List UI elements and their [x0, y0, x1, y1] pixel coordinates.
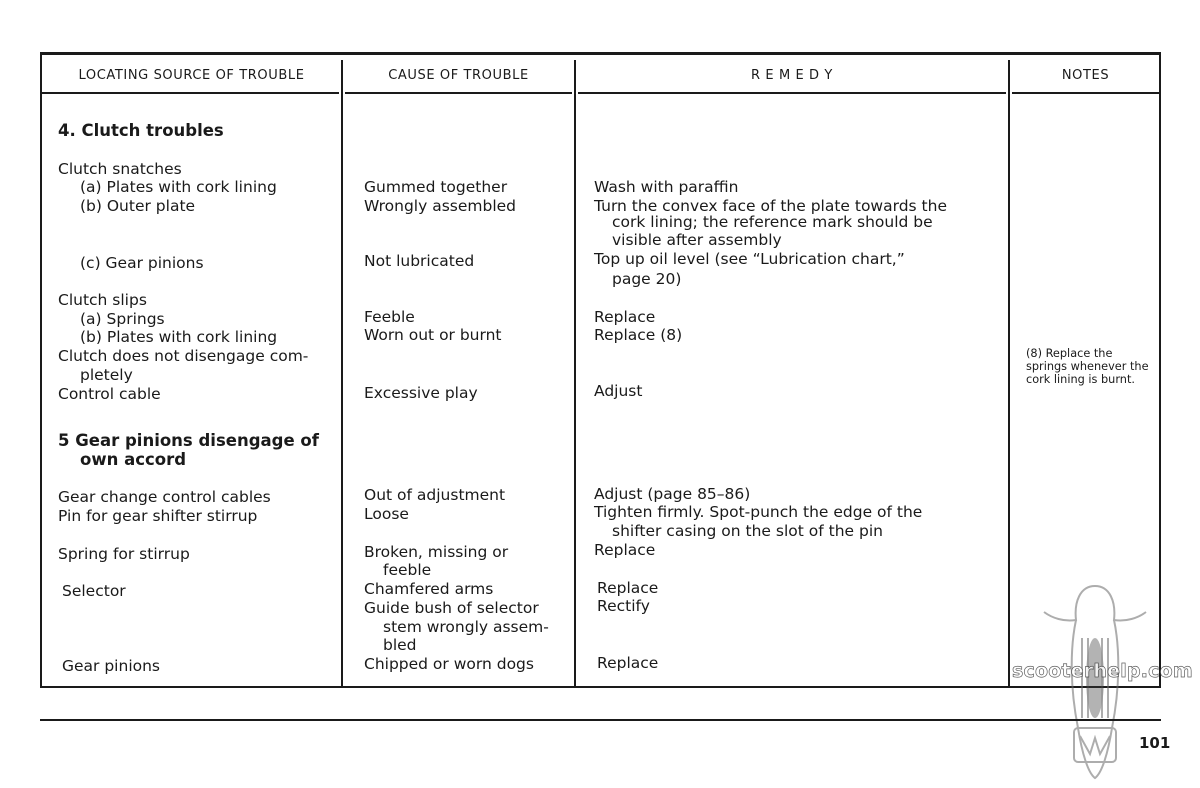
watermark-text: scooterhelp.com	[1012, 660, 1193, 682]
row-label: pletely	[80, 366, 133, 384]
row-cause: Excessive play	[364, 384, 478, 402]
column-divider	[574, 60, 576, 686]
row-remedy: Rectify	[597, 597, 650, 615]
row-remedy: Adjust	[594, 382, 643, 400]
row-cause: Broken, missing or	[364, 543, 509, 561]
row-label: Gear pinions	[62, 657, 161, 675]
row-label: (a) Springs	[80, 310, 165, 328]
row-remedy: page 20)	[612, 270, 682, 288]
header-locating: LOCATING SOURCE OF TROUBLE	[78, 68, 305, 83]
row-cause: Gummed together	[364, 178, 508, 196]
row-remedy: visible after assembly	[612, 231, 782, 249]
page-number: 101	[1139, 734, 1171, 752]
header-notes: NOTES	[1061, 68, 1110, 83]
row-remedy: Replace	[597, 579, 659, 597]
header-rule	[345, 92, 572, 94]
header-remedy: R E M E D Y	[751, 68, 833, 83]
section-4-title: 4. Clutch troubles	[58, 121, 224, 140]
row-remedy: Replace (8)	[594, 326, 683, 344]
row-label: (b) Plates with cork lining	[80, 328, 278, 346]
row-cause: Feeble	[364, 308, 415, 326]
row-label: Clutch snatches	[58, 160, 182, 178]
row-cause: stem wrongly assem-	[383, 618, 549, 636]
row-remedy: Turn the convex face of the plate towards the	[594, 197, 947, 215]
header-cause: CAUSE OF TROUBLE	[388, 68, 529, 83]
row-cause: Wrongly assembled	[364, 197, 517, 215]
row-label: Gear change control cables	[58, 488, 271, 506]
footer-rule	[40, 719, 1161, 721]
row-remedy: Replace	[597, 654, 659, 672]
row-label: Clutch does not disengage com-	[58, 347, 309, 365]
row-remedy: Wash with paraffin	[594, 178, 739, 196]
row-cause: Loose	[364, 505, 409, 523]
row-cause: feeble	[383, 561, 432, 579]
section-5-title-cont: own accord	[80, 450, 187, 469]
row-cause: Out of adjustment	[364, 486, 506, 504]
row-remedy: Adjust (page 85–86)	[594, 485, 751, 503]
row-remedy: shifter casing on the slot of the pin	[612, 522, 883, 540]
row-label: (c) Gear pinions	[80, 254, 204, 272]
header-rule	[42, 92, 339, 94]
row-cause: Not lubricated	[364, 252, 475, 270]
row-cause: Worn out or burnt	[364, 326, 502, 344]
row-remedy: Replace	[594, 308, 656, 326]
note-8: (8) Replace the springs whenever the cork lining is burnt.	[1026, 347, 1149, 386]
column-divider	[341, 60, 343, 686]
column-divider	[1008, 60, 1010, 686]
row-label: Control cable	[58, 385, 161, 403]
row-label: Pin for gear shifter stirrup	[58, 507, 258, 525]
section-5-title: 5 Gear pinions disengage of	[58, 431, 319, 450]
row-label: (b) Outer plate	[80, 197, 196, 215]
row-label: Clutch slips	[58, 291, 147, 309]
header-rule	[578, 92, 1006, 94]
row-remedy: cork lining; the reference mark should be	[612, 213, 933, 231]
row-remedy: Tighten firmly. Spot-punch the edge of the	[594, 503, 923, 521]
header-rule	[1012, 92, 1159, 94]
row-cause: Chamfered arms	[364, 580, 494, 598]
row-remedy: Replace	[594, 541, 656, 559]
row-label: Spring for stirrup	[58, 545, 190, 563]
row-label: (a) Plates with cork lining	[80, 178, 277, 196]
row-cause: Chipped or worn dogs	[364, 655, 534, 673]
row-cause: Guide bush of selector	[364, 599, 539, 617]
table-top-rule	[40, 52, 1161, 55]
row-cause: bled	[383, 636, 417, 654]
row-label: Selector	[62, 582, 126, 600]
row-remedy: Top up oil level (see “Lubrication chart,”	[594, 250, 905, 268]
